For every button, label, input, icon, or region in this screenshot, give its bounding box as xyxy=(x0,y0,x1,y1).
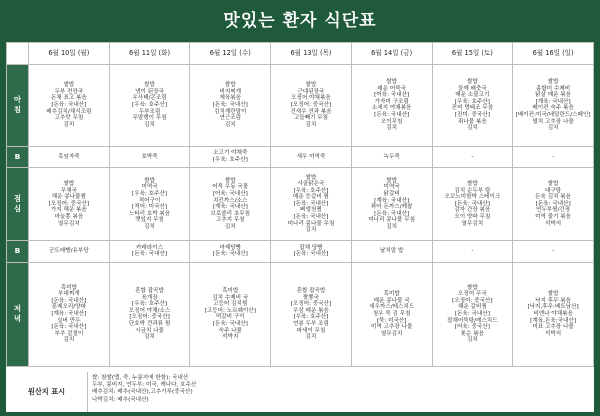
day-header: 6월 13일 (목) xyxy=(271,43,352,65)
menu-item: 매운 어묵국 xyxy=(377,85,407,92)
menu-cell xyxy=(109,168,190,241)
menu-item: 부추 겉절이 xyxy=(54,330,84,337)
menu-item: 두부 전장국 xyxy=(54,88,84,95)
origin-section xyxy=(6,372,594,412)
menu-item: 미역국 xyxy=(141,184,158,191)
menu-item: [돈육: 국내산] xyxy=(454,311,490,318)
menu-item: [베이컨:미국/네덜란드/스페인] xyxy=(515,111,591,118)
menu-item: 김치계란말이 xyxy=(214,108,247,115)
menu-cell xyxy=(190,241,271,262)
menu-cell xyxy=(29,241,110,262)
menu-item: 베이컨 숙주 볶음 xyxy=(532,105,574,112)
menu-item: [돈육: 국내산] xyxy=(212,251,248,258)
menu-cell xyxy=(29,146,110,167)
menu-item: [낙지,후무:베트남산] xyxy=(527,304,579,311)
page-title: 맛있는 환자 식단표 xyxy=(223,11,377,31)
menu-item: 오이 양파 무침 xyxy=(454,214,491,221)
menu-item: [돈육: 국내산] xyxy=(293,200,329,207)
menu-item: 진미 명태조 무침 xyxy=(451,105,494,112)
menu-item: 가자미 구조림 xyxy=(374,98,409,105)
menu-item: 쌀밥 xyxy=(224,177,236,184)
menu-cell xyxy=(513,241,594,262)
menu-item: 김치 xyxy=(305,121,317,128)
menu-item: 돈채 표고 볶음 xyxy=(50,95,87,102)
day-header: 6월 15일 (토) xyxy=(432,43,513,65)
menu-item: 들깨 배춧국 xyxy=(457,85,487,92)
menu-item: [오징어: 중국산] xyxy=(290,102,332,109)
menu-item: 오이무침 xyxy=(380,118,403,125)
lunch-row xyxy=(7,168,594,241)
menu-item: 매운 콩나물 국 xyxy=(373,297,410,304)
menu-cell xyxy=(29,168,110,241)
meal-label: 저 녁 xyxy=(7,262,29,366)
menu-cell xyxy=(351,168,432,241)
menu-item: 육개장 xyxy=(141,294,158,301)
menu-item: 오징어 야채/소스 xyxy=(128,307,171,314)
menu-item: [우육: 호주산] xyxy=(293,314,329,321)
menu-item: 고추지 무침 xyxy=(215,217,245,224)
menu-cell xyxy=(351,262,432,366)
menu-item: 쌀밥 xyxy=(547,181,559,188)
menu-item: 미나리 콩나물 무침 xyxy=(287,220,335,227)
menu-sheet xyxy=(6,42,594,412)
menu-item: [진미: 중국산] xyxy=(454,111,490,118)
menu-item: 시금치 나물 xyxy=(135,327,164,334)
origin-line: 나박김치: 배추(국내산) xyxy=(92,396,149,403)
menu-item: [우육: 호주산] xyxy=(212,156,248,163)
menu-item: 석박지 xyxy=(545,220,562,227)
menu-item: 홍합미 수제비 xyxy=(536,85,571,92)
menu-item: 김치 xyxy=(144,121,155,128)
menu-item: 단호박 견과류 찜 xyxy=(128,320,171,327)
menu-cell xyxy=(351,241,432,262)
menu-item: [돈육: 국내산] xyxy=(374,210,410,217)
menu-item: 김치 xyxy=(63,121,75,128)
menu-item: - xyxy=(552,153,555,160)
menu-item: 비엔나 야채볶음 xyxy=(533,311,573,318)
menu-item: [오징어: 중국산] xyxy=(48,200,90,207)
menu-item: [계육,돈육:국내산] xyxy=(530,317,577,324)
corner-cell xyxy=(7,43,29,65)
menu-item: 부대찌개 xyxy=(58,291,80,298)
menu-item: 파새이 무침 xyxy=(296,327,326,334)
menu-cell xyxy=(109,241,190,262)
menu-item: [계육: 국내산] xyxy=(374,197,410,204)
menu-item: 닭갈비 xyxy=(383,191,400,197)
menu-item: 김치 xyxy=(547,125,559,132)
menu-cell xyxy=(271,146,352,167)
menu-item: 쌀밥 xyxy=(466,181,478,188)
menu-item: 석박지 xyxy=(545,330,562,337)
menu-item: 쌀밥 xyxy=(386,78,398,85)
menu-item: 무채국 xyxy=(60,187,77,194)
menu-cell xyxy=(513,262,594,366)
menu-item: 마늘쫑 볶음 xyxy=(54,214,84,221)
menu-item: [돈육: 국내산] xyxy=(293,251,329,258)
menu-item: 청우 묵 김 무침 xyxy=(372,311,411,318)
menu-item: [돈육: 국내산] xyxy=(374,111,410,118)
menu-item: [계육: 국내산] xyxy=(212,204,248,211)
menu-item: 흑미밥 xyxy=(222,287,239,294)
menu-item: 오징어 무국 xyxy=(457,291,487,298)
menu-item: 혼합 잡곡밥 xyxy=(296,287,326,294)
menu-item: 잡채 당빵 xyxy=(299,244,323,251)
snack-row-1 xyxy=(7,146,594,167)
menu-item: 흑미밥 xyxy=(60,284,77,291)
menu-item: 훈제오리/양파 xyxy=(51,304,86,311)
menu-item: 오징어 야채볶음 xyxy=(291,95,331,102)
menu-item: 미나리 콩나물 무침 xyxy=(368,217,416,224)
menu-item: 김치 xyxy=(144,223,155,230)
day-header: 6월 10일 (월) xyxy=(29,43,110,65)
menu-cell xyxy=(513,65,594,147)
menu-item: 김치 xyxy=(305,334,317,341)
menu-item: 고추맛 무침 xyxy=(54,115,84,122)
menu-cell xyxy=(351,65,432,147)
menu-item: 우삼 매운 볶음 xyxy=(292,307,329,314)
snack-row-2 xyxy=(7,241,594,262)
menu-item: 비지찌개 xyxy=(219,88,242,95)
menu-item: [돈육: 국내산] xyxy=(132,251,168,258)
menu-cell xyxy=(432,262,513,366)
menu-item: 해운 갈비찜 xyxy=(457,304,487,311)
menu-item: 가지 해운 볶음 xyxy=(50,207,87,214)
breakfast-row xyxy=(7,65,594,147)
menu-item: 실버 만두 xyxy=(57,317,81,324)
menu-item: [우육: 호주산] xyxy=(454,98,490,105)
menu-item: 김치 xyxy=(466,337,478,344)
menu-item: 쌀밥 xyxy=(144,177,155,184)
menu-item: 짬뽕국 xyxy=(302,294,320,301)
menu-item: [돈육: 국내산] xyxy=(51,297,87,304)
menu-item: 쌀밥 xyxy=(63,181,75,188)
menu-item: 쌀밥 xyxy=(305,82,317,89)
meal-label: 점 심 xyxy=(7,168,29,241)
menu-item: 쌀밥 xyxy=(305,174,317,181)
menu-item: 치킨까스/소스 xyxy=(213,197,248,204)
menu-cell xyxy=(271,262,352,366)
menu-cell xyxy=(29,65,110,147)
menu-item: [오징어: 중국산] xyxy=(290,301,332,308)
menu-cell xyxy=(271,168,352,241)
day-header: 6월 14일 (금) xyxy=(351,43,432,65)
menu-item: 쌀밥 xyxy=(547,78,559,85)
menu-item: 미표 고추장 나물 xyxy=(532,324,574,331)
menu-item: 김치 xyxy=(63,337,75,344)
menu-cell xyxy=(513,146,594,167)
origin-line: 두부, 콩비지, 연두부: 미국, 캐나다, 호주산 xyxy=(92,382,197,389)
meal-label: B xyxy=(7,241,29,262)
menu-item: 낙지 후무 볶음 xyxy=(535,297,572,304)
menu-item: 마제당빵 xyxy=(219,244,242,251)
menu-item: 어묵 우동 국물 xyxy=(212,184,249,191)
menu-item: 열무김치 xyxy=(58,220,80,227)
menu-item: 멸치 고추장 나물 xyxy=(532,118,574,125)
menu-cell xyxy=(432,146,513,167)
menu-item: 김치 xyxy=(386,125,398,132)
menu-item: [우육: 호주산] xyxy=(132,301,168,308)
menu-item: 고들빼기 무침 xyxy=(293,115,329,122)
menu-item: 쌀밥 xyxy=(547,291,559,298)
menu-item: 매운 등갈비 찜 xyxy=(292,194,329,201)
day-header: 6월 16일 (일) xyxy=(513,43,594,65)
menu-cell xyxy=(29,262,110,366)
menu-item: [오징어: 중국산] xyxy=(129,314,170,321)
menu-cell xyxy=(351,146,432,167)
menu-item: 소세지 야채볶음 xyxy=(371,105,412,112)
menu-item: [우육: 호주산] xyxy=(293,187,329,194)
menu-cell xyxy=(109,262,190,366)
menu-item: 잡채어묵탕/레스치드 xyxy=(447,317,498,324)
meal-label: B xyxy=(7,146,29,167)
menu-item: [오징어: 중국산] xyxy=(452,297,493,304)
menu-cell xyxy=(190,146,271,167)
menu-cell xyxy=(432,241,513,262)
menu-item: 브로콜리 초무침 xyxy=(210,210,251,217)
menu-table xyxy=(6,42,594,367)
menu-item: 연두부찜/간장 xyxy=(535,207,571,214)
menu-item: 미역 줄기 볶음 xyxy=(535,214,572,221)
menu-item: 연근조림 xyxy=(219,115,242,122)
menu-item: 배추김치/채식조림 xyxy=(46,108,92,115)
menu-item: [어육: 국내산] xyxy=(374,92,410,99)
menu-item: [돈육: 국내산] xyxy=(51,324,87,331)
menu-item: 오꼬노미함박 스테이크 xyxy=(444,194,501,201)
menu-item: 김치 순두부 탕 xyxy=(454,187,491,194)
menu-item: - xyxy=(471,153,474,160)
menu-item: 열무김치 xyxy=(380,330,403,337)
menu-item: 두부조림 xyxy=(138,108,161,115)
menu-cell xyxy=(432,168,513,241)
origin-label: 원산지 표시 xyxy=(6,372,88,412)
menu-item: 군도레빵/유부당 xyxy=(48,248,89,255)
menu-item: 흑미밥 xyxy=(383,291,400,298)
menu-item: [고등어: 노르웨이산] xyxy=(204,307,256,314)
menu-item: 열무김치 xyxy=(461,220,484,227)
menu-item: 우사태/콘조림 xyxy=(132,95,167,102)
menu-item: 김치 xyxy=(466,125,478,132)
menu-item: 김치 xyxy=(144,334,155,341)
menu-cell xyxy=(513,168,594,241)
menu-item: [적어: 미국산] xyxy=(132,204,168,211)
menu-item: 느타리 호박 볶음 xyxy=(128,210,171,217)
menu-item: 김치 xyxy=(386,223,398,230)
menu-item: [돈육: 국내산] xyxy=(212,320,248,327)
menu-item: 해운 콩나물찜 xyxy=(51,194,86,201)
menu-item: 꽈마 돈까스/케찹 xyxy=(370,204,413,211)
menu-item: 근대된장국 xyxy=(297,88,325,95)
menu-item: 김치 수제비 국 xyxy=(212,294,249,301)
menu-item: 새우까스/레스치드 xyxy=(369,304,415,311)
menu-item: 흑임자죽 xyxy=(58,153,80,160)
menu-item: 깻잎지 무침 xyxy=(135,217,164,224)
menu-item: [돈육: 국내산] xyxy=(454,200,490,207)
menu-item: 미역국 xyxy=(383,184,400,191)
menu-item: 쥐나물 볶음 xyxy=(457,118,487,125)
menu-item: 쌀밥 xyxy=(466,78,478,85)
menu-item: 삐엘천찜 xyxy=(300,207,322,214)
menu-item: [계육: 국내산] xyxy=(535,98,571,105)
menu-item: 소고기 야채죽 xyxy=(213,150,248,157)
menu-item: 김치 xyxy=(305,227,317,234)
menu-item: 호박죽 xyxy=(141,153,158,160)
menu-item: 고등어 김치찜 xyxy=(213,301,248,308)
menu-item: 닭살 매운 볶음 xyxy=(535,92,572,99)
menu-item: 쌀밥 xyxy=(63,82,75,89)
menu-item: 쌀밥 xyxy=(144,82,155,89)
menu-item: 건새우 견과 볶음 xyxy=(290,108,332,115)
day-header-row xyxy=(7,43,594,65)
menu-item: 김치 xyxy=(224,223,236,230)
menu-item: [묵: 미국산] xyxy=(376,317,407,324)
menu-item: [돈육: 국내산] xyxy=(293,214,329,221)
menu-item: 떡갈비 구이 xyxy=(215,314,245,321)
menu-cell xyxy=(432,65,513,147)
menu-item: [돈육: 국내산] xyxy=(535,200,571,207)
menu-item: 카레라이스 xyxy=(136,244,164,251)
menu-item: 적어구이 xyxy=(138,197,161,204)
menu-item: [돈육: 국내산] xyxy=(212,102,248,109)
menu-item: 미역 고추장 나물 xyxy=(370,324,413,331)
origin-lines xyxy=(88,372,200,412)
menu-item: 혼합 잡곡밥 xyxy=(135,287,164,294)
menu-item: [우육: 호주산] xyxy=(132,102,168,109)
menu-cell xyxy=(109,65,190,147)
menu-item: 냉이 된장국 xyxy=(135,88,164,95)
menu-item: 제육볶음 xyxy=(219,95,242,102)
menu-item: 석박지 xyxy=(222,334,239,341)
menu-item: 톳순 볶음 xyxy=(460,330,485,337)
menu-item: 새우 미역죽 xyxy=(296,153,326,160)
menu-item: [우육: 호주산] xyxy=(132,191,168,197)
menu-item: 매운 소불고기 xyxy=(455,92,490,99)
dinner-row xyxy=(7,262,594,366)
menu-item: [돈육: 국내산] xyxy=(51,102,87,109)
menu-item: 감자 간장 볶음 xyxy=(454,207,491,214)
menu-item: 무말랭이 무침 xyxy=(132,115,167,122)
menu-cell xyxy=(271,241,352,262)
menu-item: [계육: 국내산] xyxy=(51,311,87,318)
menu-item: 사골맑은국 xyxy=(297,181,325,188)
menu-item: 김치 xyxy=(224,121,236,128)
meal-label: 아 침 xyxy=(7,65,29,147)
menu-item: - xyxy=(552,248,555,255)
menu-item: 날치알 밥 xyxy=(379,248,404,255)
origin-line: 쌀: 참쌀(맵, 죽, 누룽지에 한함): 국내산 xyxy=(92,375,189,381)
menu-cell xyxy=(109,146,190,167)
menu-cell xyxy=(190,262,271,366)
menu-item: 돈육 김치 볶음 xyxy=(535,194,572,201)
day-header: 6월 12일 (수) xyxy=(190,43,271,65)
menu-item: 녹두죽 xyxy=(383,153,400,160)
menu-cell xyxy=(271,65,352,147)
menu-item: - xyxy=(471,248,474,255)
menu-item: 쌀밥 xyxy=(466,284,478,291)
menu-item: [어육: 중국산] xyxy=(454,324,490,331)
origin-line: 배추김치: 배추(국내산),고추가루(중국산) xyxy=(92,389,193,396)
day-header: 6월 11일 (화) xyxy=(109,43,190,65)
menu-item: [어육: 국내산] xyxy=(212,191,248,197)
menu-item: 쌀밥 xyxy=(386,177,398,184)
menu-item: 연봉 두부 조림 xyxy=(292,320,329,327)
menu-item: 대구탕 xyxy=(545,187,562,194)
menu-item: 쌀밥 xyxy=(224,82,236,89)
menu-item: 숙주 나물 xyxy=(218,327,242,334)
menu-cell xyxy=(190,65,271,147)
menu-cell xyxy=(190,168,271,241)
